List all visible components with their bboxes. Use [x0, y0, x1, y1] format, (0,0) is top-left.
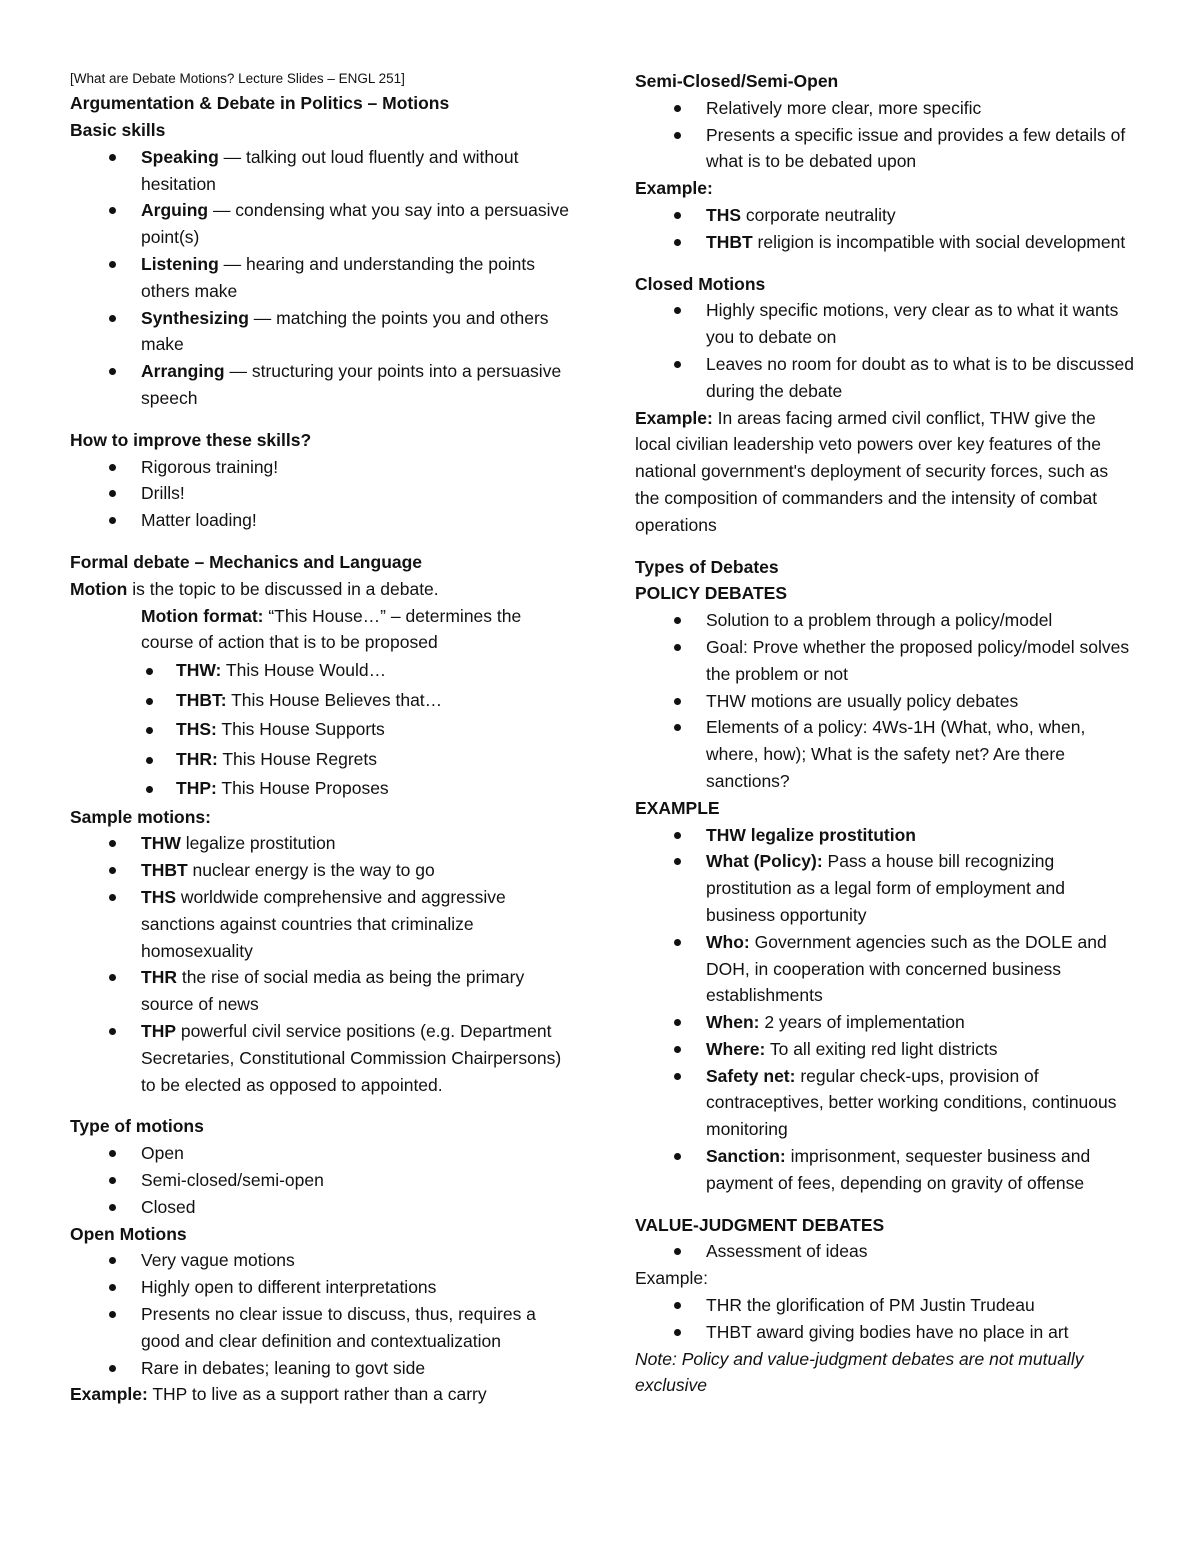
definition: worldwide comprehensive and aggressive sanctions against countries that criminalize homosexuality	[141, 887, 506, 961]
term: Sanction:	[706, 1146, 786, 1167]
list-item	[635, 202, 1135, 229]
definition: This House Supports	[216, 719, 385, 740]
format-term: Motion format:	[141, 605, 264, 626]
semi-closed-example-label: Example:	[635, 178, 713, 199]
list-item: Presents no clear issue to discuss, thus, requires a good and clear definition and contextualization	[70, 1301, 570, 1355]
note: Note: Policy and value-judgment debates are not mutually exclusive	[635, 1348, 1084, 1396]
term: THW	[141, 833, 181, 854]
list-item: Highly specific motions, very clear as to what it wants you to debate on	[635, 297, 1135, 351]
list-item	[70, 656, 570, 686]
list-item: THBT award giving bodies have no place in art	[635, 1319, 1135, 1346]
source-reference: [What are Debate Motions? Lecture Slides – ENGL 251]	[70, 71, 405, 86]
list-item: THW motions are usually policy debates	[635, 688, 1135, 715]
value-examples-list	[635, 1292, 1135, 1346]
term: Arguing	[141, 200, 209, 221]
motion-term: Motion	[70, 578, 128, 599]
term: Safety net:	[706, 1065, 796, 1086]
term: Arranging	[141, 361, 225, 382]
list-item	[70, 305, 570, 359]
term: THR	[141, 967, 177, 988]
definition: — talking out loud fluently and without hesitation	[141, 146, 519, 194]
definition: the rise of social media as being the primary source of news	[141, 967, 525, 1015]
value-judgment-heading: VALUE-JUDGMENT DEBATES	[635, 1214, 885, 1235]
list-item	[70, 964, 570, 1018]
left-column	[70, 68, 570, 1408]
list-item	[70, 884, 570, 964]
list-item: Leaves no room for doubt as to what is to be discussed during the debate	[635, 351, 1135, 405]
list-item: Semi-closed/semi-open	[70, 1167, 570, 1194]
definition: religion is incompatible with social development	[752, 231, 1126, 252]
sample-motions-list	[70, 830, 570, 1098]
policy-debates-list	[635, 607, 1135, 795]
list-item: Closed	[70, 1194, 570, 1221]
term: Synthesizing	[141, 307, 249, 328]
list-item: Open	[70, 1140, 570, 1167]
example-text: In areas facing armed civil conflict, THW give the local civilian leadership veto powers over key features of the national government's deployment of security forces, such as the composition of commanders and the intensity of combat operations	[635, 407, 1109, 535]
list-item	[70, 715, 570, 745]
term: THBT	[141, 860, 188, 881]
type-of-motions-heading: Type of motions	[70, 1116, 204, 1137]
definition: This House Proposes	[216, 778, 389, 799]
term: Listening	[141, 253, 219, 274]
improve-heading: How to improve these skills?	[70, 429, 312, 450]
example-label: Example:	[635, 407, 713, 428]
list-item: Rigorous training!	[70, 454, 570, 481]
list-item	[635, 929, 1135, 1009]
basic-skills-list	[70, 144, 570, 412]
definition: — structuring your points into a persuasive speech	[141, 361, 562, 408]
list-item	[635, 1063, 1135, 1143]
list-item: Highly open to different interpretations	[70, 1274, 570, 1301]
term: Who:	[706, 931, 750, 952]
value-judgment-list	[635, 1238, 1135, 1265]
list-item	[635, 1143, 1135, 1197]
open-motions-example	[70, 1381, 570, 1408]
list-item	[635, 1009, 1135, 1036]
definition: corporate neutrality	[741, 204, 896, 225]
definition: — hearing and understanding the points others make	[141, 253, 535, 301]
definition: Government agencies such as the DOLE and DOH, in cooperation with concerned business establishments	[706, 931, 1107, 1006]
term: THS:	[176, 719, 217, 740]
format-text: “This House…” – determines the course of action that is to be proposed	[141, 605, 522, 653]
term: THBT	[706, 231, 753, 252]
term: THW:	[176, 660, 222, 681]
motion-format	[70, 603, 570, 657]
formal-debate-heading: Formal debate – Mechanics and Language	[70, 551, 423, 572]
document-title: Argumentation & Debate in Politics – Motions	[70, 93, 450, 113]
list-item: THR the glorification of PM Justin Trudeau	[635, 1292, 1135, 1319]
list-item	[70, 686, 570, 716]
open-motions-heading: Open Motions	[70, 1223, 187, 1244]
definition: This House Believes that…	[226, 689, 443, 710]
semi-closed-examples	[635, 202, 1135, 256]
list-item: Elements of a policy: 4Ws-1H (What, who, when, where, how); What is the safety net? Are there sanctions?	[635, 714, 1135, 794]
example-label: Example:	[70, 1384, 148, 1405]
policy-debates-heading: POLICY DEBATES	[635, 583, 788, 604]
term: When:	[706, 1012, 760, 1033]
definition: nuclear energy is the way to go	[187, 860, 435, 881]
list-item	[635, 848, 1135, 928]
example-text: THP to live as a support rather than a carry	[147, 1384, 487, 1405]
example-heading: EXAMPLE	[635, 797, 720, 818]
motion-definition	[70, 576, 570, 603]
list-item	[70, 144, 570, 198]
term: THBT:	[176, 689, 227, 710]
term: Speaking	[141, 146, 219, 167]
term: Where:	[706, 1038, 766, 1059]
list-item	[70, 251, 570, 305]
definition: To all exiting red light districts	[765, 1038, 998, 1059]
term: What (Policy):	[706, 851, 823, 872]
basic-skills-heading: Basic skills	[70, 120, 166, 140]
definition: Pass a house bill recognizing prostitution as a legal form of employment and business opportunity	[706, 851, 1065, 925]
definition: — condensing what you say into a persuasive point(s)	[141, 200, 569, 248]
definition: legalize prostitution	[180, 833, 336, 854]
closed-motions-list	[635, 297, 1135, 404]
list-item: Solution to a problem through a policy/model	[635, 607, 1135, 634]
list-item	[70, 358, 570, 412]
definition: imprisonment, sequester business and payment of fees, depending on gravity of offense	[706, 1146, 1091, 1193]
list-item: Matter loading!	[70, 507, 570, 534]
semi-closed-heading: Semi-Closed/Semi-Open	[635, 71, 839, 91]
type-of-motions-list	[70, 1140, 570, 1220]
closed-motions-heading: Closed Motions	[635, 273, 766, 294]
list-item: THW legalize prostitution	[635, 822, 1135, 849]
types-of-debates-heading: Types of Debates	[635, 556, 779, 577]
term: THS	[141, 887, 176, 908]
list-item	[70, 830, 570, 857]
list-item	[635, 1036, 1135, 1063]
list-item: Very vague motions	[70, 1247, 570, 1274]
list-item	[70, 745, 570, 775]
list-item: Assessment of ideas	[635, 1238, 1135, 1265]
closed-motions-example	[635, 405, 1135, 539]
list-item	[70, 197, 570, 251]
definition: 2 years of implementation	[759, 1012, 965, 1033]
definition: powerful civil service positions (e.g. Department Secretaries, Constitutional Commission Chairpersons) to be elected as opposed to appointed.	[141, 1021, 562, 1095]
motion-text: is the topic to be discussed in a debate.	[127, 578, 439, 599]
list-item: Rare in debates; leaning to govt side	[70, 1355, 570, 1382]
list-item: Drills!	[70, 480, 570, 507]
list-item	[70, 1018, 570, 1098]
list-item: Presents a specific issue and provides a few details of what is to be debated upon	[635, 122, 1135, 176]
policy-example-list	[635, 822, 1135, 1197]
value-example-label: Example:	[635, 1268, 708, 1289]
semi-closed-list	[635, 95, 1135, 175]
improve-list	[70, 454, 570, 534]
list-item	[635, 229, 1135, 256]
list-item: Goal: Prove whether the proposed policy/model solves the problem or not	[635, 634, 1135, 688]
definition: — matching the points you and others make	[141, 307, 549, 355]
term: THP	[141, 1021, 176, 1042]
right-column	[635, 68, 1135, 1399]
motion-format-list	[70, 656, 570, 804]
list-item	[70, 857, 570, 884]
list-item	[70, 774, 570, 804]
term: THP:	[176, 778, 217, 799]
term: THR:	[176, 748, 218, 769]
definition: This House Would…	[221, 660, 387, 681]
definition: regular check-ups, provision of contraceptives, better working conditions, continuous monitoring	[706, 1065, 1117, 1140]
sample-motions-heading: Sample motions:	[70, 806, 211, 827]
list-item: Relatively more clear, more specific	[635, 95, 1135, 122]
definition: This House Regrets	[217, 748, 377, 769]
term: THS	[706, 204, 741, 225]
open-motions-list	[70, 1247, 570, 1381]
